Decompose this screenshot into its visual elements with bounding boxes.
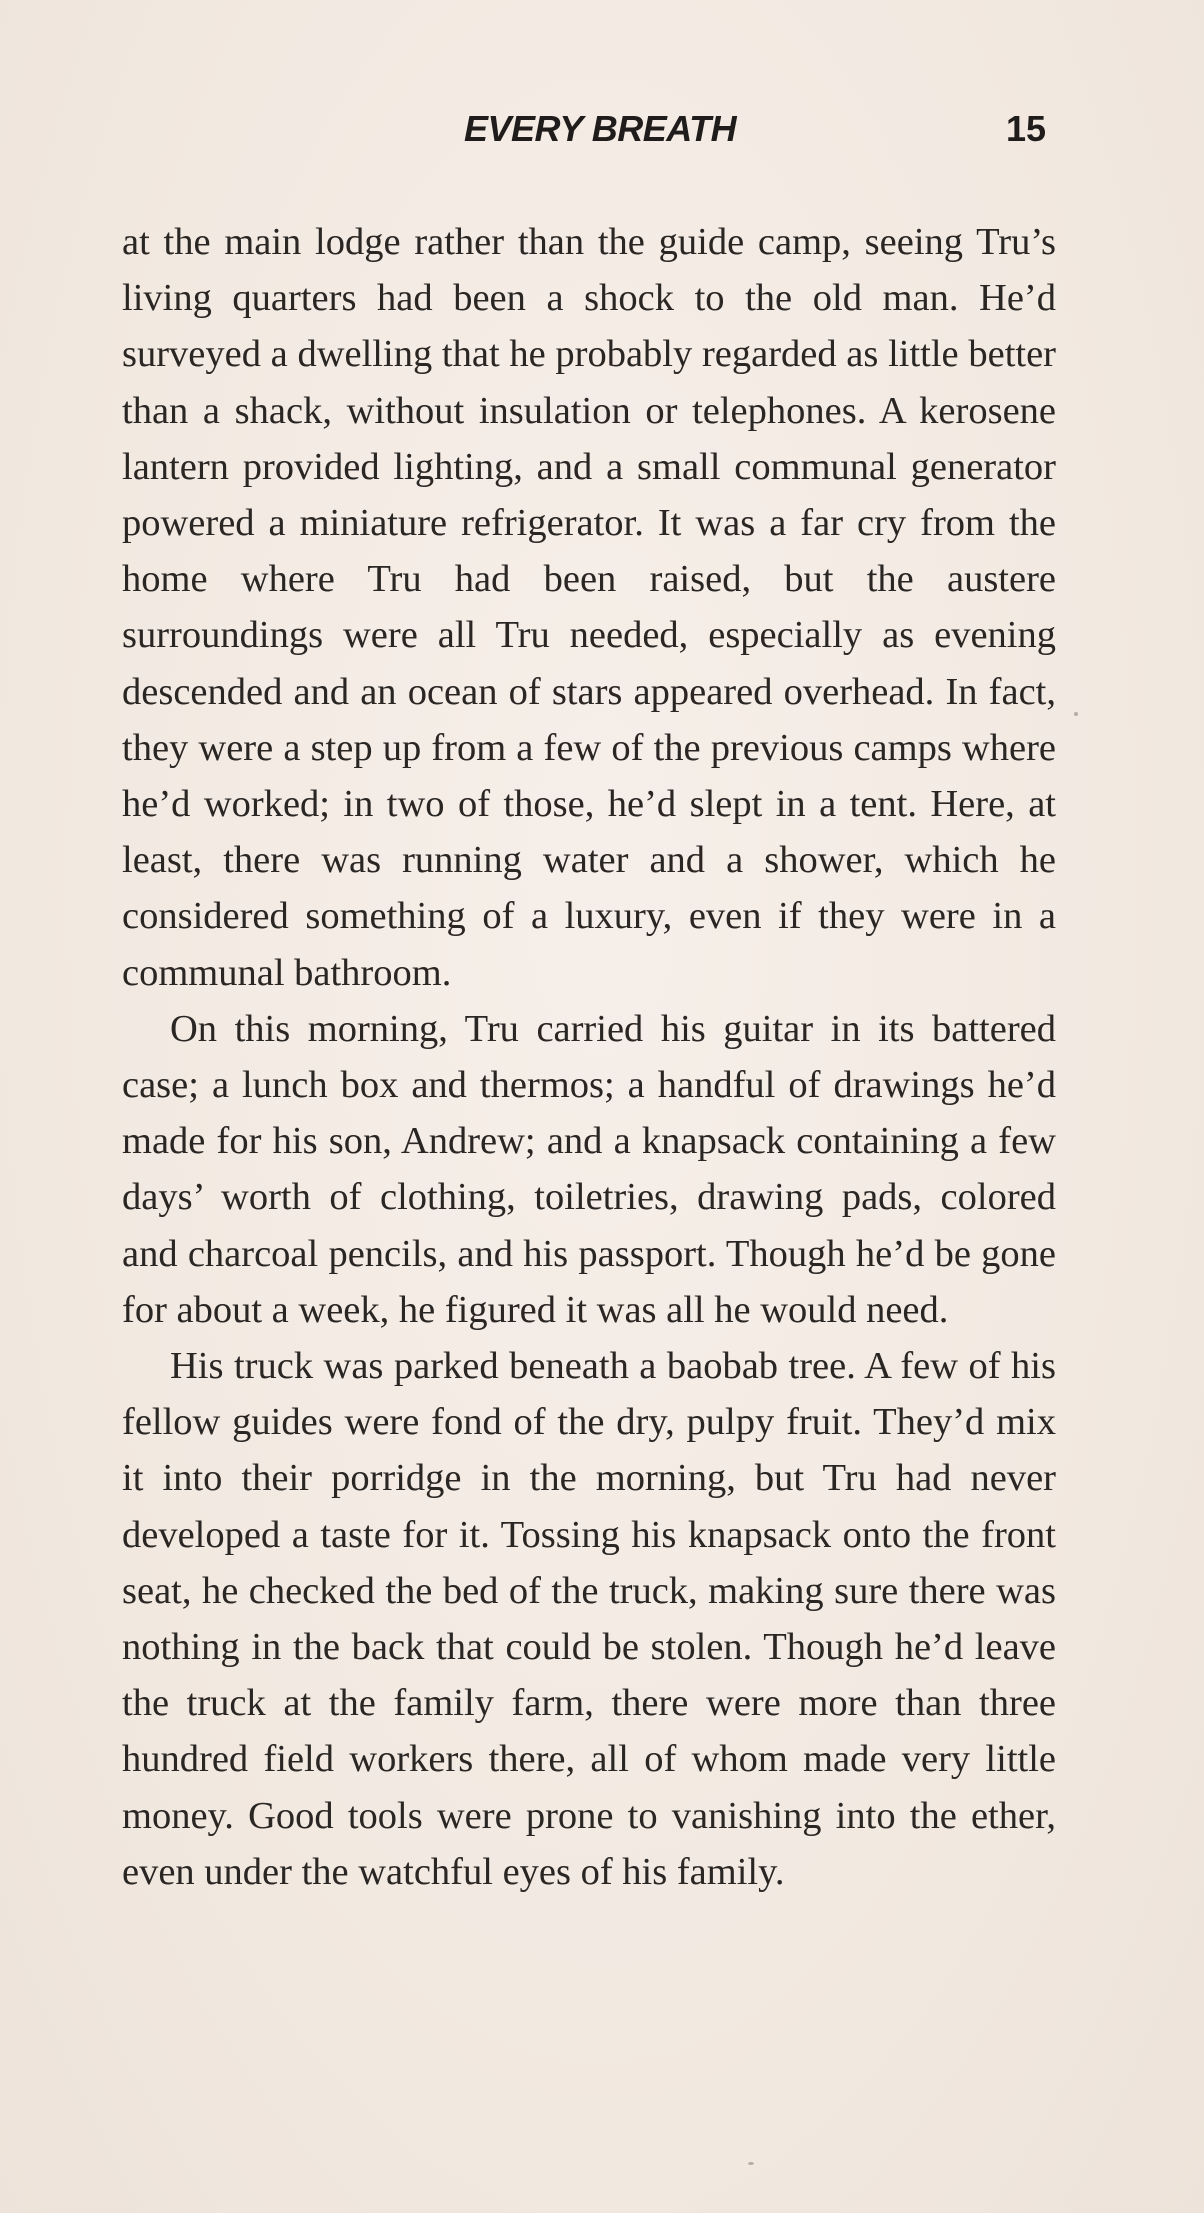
- paper-speck: [1074, 712, 1078, 716]
- book-title: EVERY BREATH: [464, 108, 737, 149]
- body-text: [122, 214, 1056, 1900]
- page-number: 15: [1006, 108, 1047, 149]
- paragraph: His truck was parked beneath a baobab tree. A few of his fellow guides were fond of the dry, pulpy fruit. They’d mix it into their porridge in the morning, but Tru had never developed a taste for it. Tossing his knapsack onto the front seat, he checked the bed of the truck, making sure there was nothing in the back that could be stolen. Though he’d leave the truck at the family farm, there were more than three hundred field workers there, all of whom made very little money. Good tools were prone to vanishing into the ether, even under the watchful eyes of his family.: [122, 1345, 1056, 1893]
- paragraph: at the main lodge rather than the guide camp, seeing Tru’s living quarters had been a shock to the old man. He’d surveyed a dwelling that he probably regarded as little better than a shack, without insulation or telephones. A kerosene lantern provided lighting, and a small communal generator powered a miniature refrigerator. It was a far cry from the home where Tru had been raised, but the austere surroundings were all Tru needed, especially as evening descended and an ocean of stars appeared overhead. In fact, they were a step up from a few of the previous camps where he’d worked; in two of those, he’d slept in a tent. Here, at least, there was running water and a shower, which he considered something of a luxury, even if they were in a communal bathroom.: [122, 221, 1056, 994]
- running-head: [0, 108, 1204, 158]
- paper-speck: [748, 2162, 754, 2165]
- paragraph: On this morning, Tru carried his guitar in its battered case; a lunch box and thermos; a handful of drawings he’d made for his son, Andrew; and a knapsack containing a few days’ worth of clothing, toiletries, drawing pads, colored and charcoal pencils, and his passport. Though he’d be gone for about a week, he figured it was all he would need.: [122, 1007, 1056, 1331]
